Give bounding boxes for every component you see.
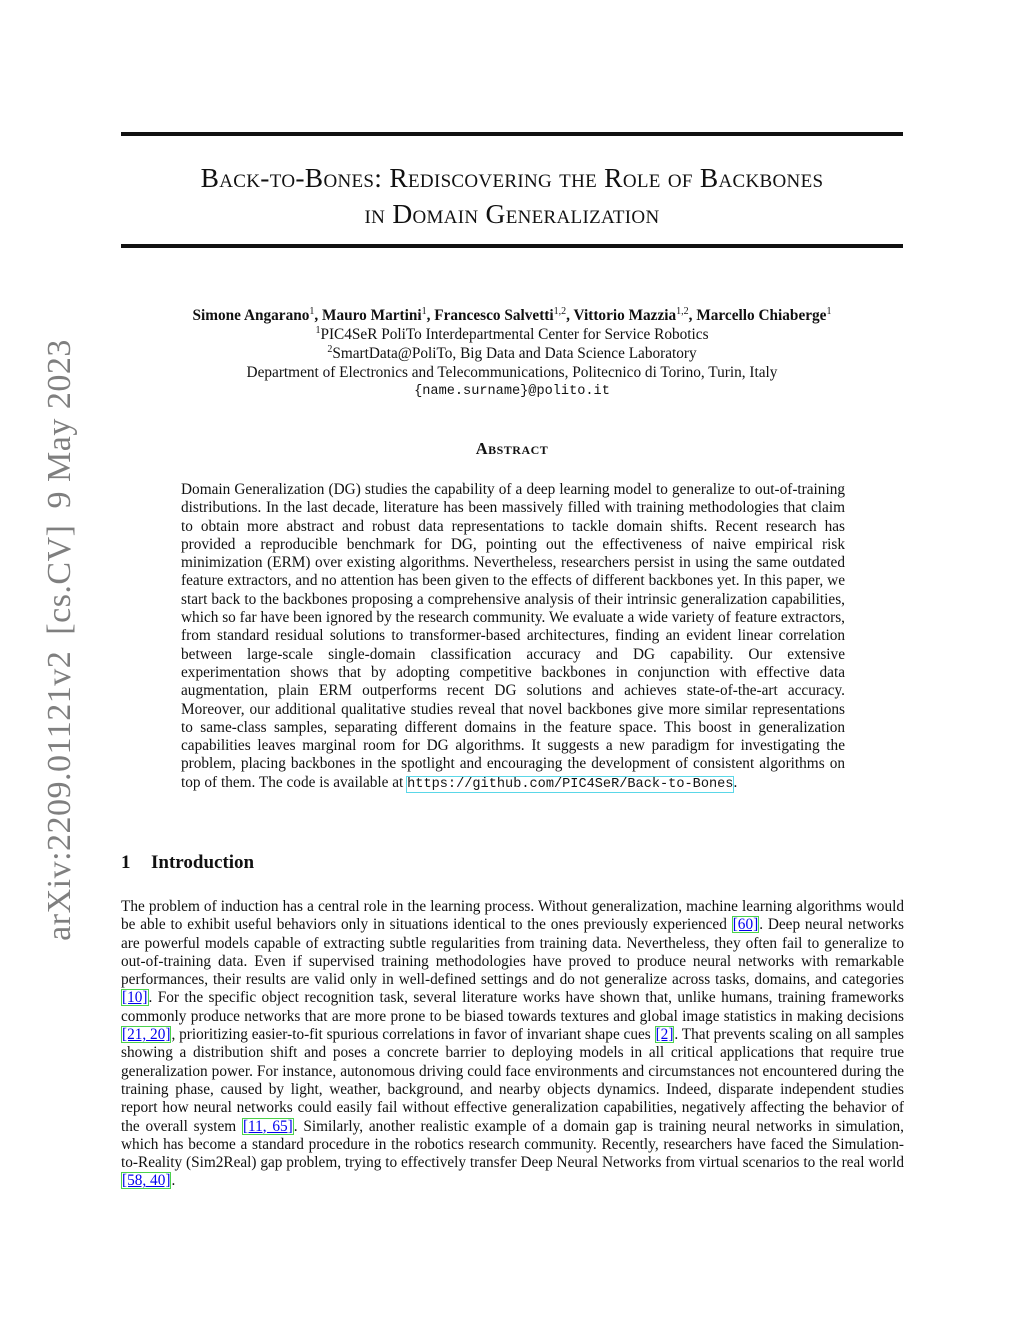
arxiv-id: arXiv:2209.01121v2 xyxy=(41,650,78,941)
abstract-text: Domain Generalization (DG) studies the capability of a deep learning model to generalize to out-of-training distributions. In the last decade, literature has been massively filled with training methodologies that claim to obtain more abstract and robust data representations to tackle domain shifts. Recent research has provided a reproducible benchmark for DG, pointing out the effectiveness of naive empirical risk minimization (ERM) over existing algorithms. Nevertheless, researchers persist in using the same outdated feature extractors, and no attention has been given to the effects of different backbones yet. In this paper, we start back to the backbones proposing a comprehensive analysis of their intrinsic generalization capabilities, which so far have been ignored by the research community. We evaluate a wide variety of feature extractors, from standard residual solutions to transformer-based architectures, finding an evident linear correlation between large-scale single-domain classification accuracy and DG capability. Our extensive experimentation shows that by adopting competitive backbones in conjunction with effective data augmentation, plain ERM outperforms recent DG solutions and achieves state-of-the-art accuracy. Moreover, our additional qualitative studies reveal that novel backbones give more similar representations to same-class samples, separating different domains in the feature space. This boost in generalization capabilities leaves marginal room for DG algorithms. It suggests a new paradigm for investigating the problem, placing backbones in the spotlight and encouraging the development of consistent algorithms on top of them. The code is available at xyxy=(181,481,845,791)
author-names: Simone Angarano$^1$, Mauro Martini$^1$, Francesco Salvetti$^{1,2}$, Vittorio Mazzia$^{1,2}$, Marcello Chiaberge$^1$ xyxy=(192,305,832,324)
author-affil-sup: 1,2 xyxy=(553,305,567,317)
section-number: 1 xyxy=(121,852,131,873)
intro-text: . For the specific object recognition task, several literature works have shown that, unlike humans, training frameworks commonly produce networks that are more prone to be biased towards textures and global image statistics in making decisions xyxy=(121,989,904,1025)
section-heading xyxy=(121,852,254,874)
citation-link[interactable]: [11, 65] xyxy=(242,1117,293,1135)
affil-sup: 1 xyxy=(315,324,321,336)
intro-text: , prioritizing easier-to-fit spurious correlations in favor of invariant shape cues xyxy=(171,1026,651,1044)
author-affil-sup: 1,2 xyxy=(676,305,689,317)
arxiv-date: 9 May 2023 xyxy=(41,339,78,509)
citation-link[interactable]: [2] xyxy=(655,1026,674,1044)
citation-link[interactable]: [60] xyxy=(732,916,759,934)
section-title: Introduction xyxy=(151,852,255,873)
citation-link[interactable]: [58, 40] xyxy=(122,1172,171,1190)
author-affil-sup: 1 xyxy=(309,305,315,317)
abstract-end: . xyxy=(733,773,738,791)
department: Department of Electronics and Telecommunications, Politecnico di Torino, Turin, Italy xyxy=(246,364,778,381)
abstract-heading: Abstract xyxy=(475,439,549,458)
citation-link[interactable]: [10] xyxy=(122,989,148,1007)
paper-title xyxy=(121,160,903,232)
intro-text: . That prevents scaling on all samples showing a distribution shift and poses a concrete barrier to deploying models in all critical applications that require true generalization power. For instance, autonomous driving could face environments and circumstances not encountered during the training phase, caused by light, weather, background, and nearby objects dynamics. Indeed, disparate independent studies report how neural networks could easily fail without effective generalization capabilities, negatively affecting the behavior of the overall system xyxy=(121,1026,904,1135)
title-bottom-rule xyxy=(121,244,903,248)
arxiv-stamp xyxy=(41,339,79,941)
author-affil-sup: 1 xyxy=(826,305,832,317)
author-email: {name.surname}@polito.it xyxy=(414,384,610,399)
intro-text: . Similarly, another realistic example of a domain gap is training neural networks in simulation, which has become a standard procedure in the robotics research community. Recently, researchers have faced the Simulation-to-Reality (Sim2Real) gap problem, trying to effectively transfer Deep Neural Networks from virtual scenarios to the real world xyxy=(121,1117,905,1172)
author-name: Marcello Chiaberge xyxy=(696,307,827,324)
affil-sup: 2 xyxy=(327,343,333,355)
author-block xyxy=(121,306,903,401)
author-name: Simone Angarano xyxy=(192,307,310,324)
affiliation-2-text: SmartData@PoliTo, Big Data and Data Science Laboratory xyxy=(332,345,697,362)
title-line-1: Back-to-Bones: Rediscovering the Role of Backbones xyxy=(200,162,824,193)
affiliation-1-text: PIC4SeR PoliTo Interdepartmental Center for Service Robotics xyxy=(320,326,709,343)
code-link[interactable]: https://github.com/PIC4SeR/Back-to-Bones xyxy=(407,776,734,792)
intro-text: . xyxy=(171,1172,176,1190)
author-name: Mauro Martini xyxy=(322,307,422,324)
author-name: Vittorio Mazzia xyxy=(573,307,677,324)
abstract-body xyxy=(181,481,845,794)
intro-paragraph xyxy=(121,898,904,1191)
intro-text: . Deep neural networks are powerful models capable of extracting subtle regularities from training data. Nevertheless, they often fail to generalize to out-of-training data. Even if supervised training methodologies have proved to produce neural networks with remarkable performances, their results are valid only in well-defined settings and do not generalize across tasks, domains, and categories xyxy=(121,916,905,989)
title-line-2: in Domain Generalization xyxy=(364,198,660,229)
affiliation-1 xyxy=(121,325,903,344)
intro-text: The problem of induction has a central role in the learning process. Without generalization, machine learning algorithms would be able to exhibit useful behaviors only in situations identical to the ones previously experienced xyxy=(121,898,904,934)
title-top-rule xyxy=(121,132,903,136)
affiliation-2 xyxy=(121,344,903,363)
citation-link[interactable]: [21, 20] xyxy=(122,1026,171,1044)
author-affil-sup: 1 xyxy=(421,305,427,317)
author-name: Francesco Salvetti xyxy=(434,307,554,324)
arxiv-category: [cs.CV] xyxy=(41,524,78,635)
